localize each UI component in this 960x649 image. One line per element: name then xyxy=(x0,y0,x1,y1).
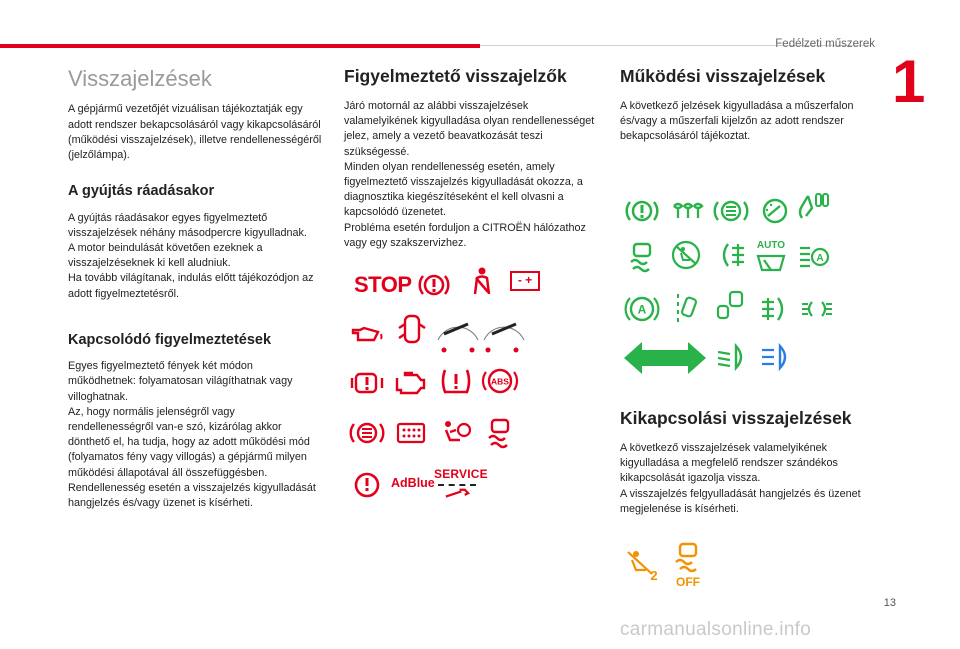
tyre-pressure-icon xyxy=(439,366,473,396)
main-beam-icon xyxy=(758,342,792,372)
coolant-temp-gauge-icon xyxy=(434,310,526,356)
page-title: Visszajelzések xyxy=(68,66,212,91)
service-label: SERVICE xyxy=(434,467,488,481)
chapter-number: 1 xyxy=(892,48,926,115)
intro-text: A gépjármű vezetőjét vizuálisan tájékoztatják egy adott rendszer bekapcsolásáról vagy kikapcsolásáról (működési visszajelzések), illetve rendellenességéről (jelzőlámpa). xyxy=(68,103,322,161)
dipped-beam-icon xyxy=(714,342,748,372)
stop-start-label: A xyxy=(637,302,647,317)
header-red-bar xyxy=(0,44,480,48)
esp-off-label: OFF xyxy=(676,575,700,589)
passenger-airbag-off-icon xyxy=(669,240,703,270)
column-off-lamps xyxy=(620,408,875,517)
left-indicator-icon xyxy=(624,340,666,376)
function-heading: Működési visszajelzések xyxy=(620,66,826,86)
off-heading: Kikapcsolási visszajelzések xyxy=(620,408,852,428)
ignition-text: A gyújtás ráadásakor egyes figyelmeztető visszajelzések néhány másodpercre kigyulladnak. A motor beindulását követően ezeknek a visszajelzéseknek ki kell aludniuk. Ha tovább világítanak, indulás előtt tájékozódjon az adott figyelmeztetésről. xyxy=(68,211,314,300)
column-visszajelzesek xyxy=(68,66,323,511)
cruise-control-icon xyxy=(758,196,792,226)
stop-icon: STOP xyxy=(354,272,412,297)
door-open-icon xyxy=(395,314,429,344)
auto-wipe-icon xyxy=(752,238,790,276)
function-text: A következő jelzések kigyulladása a műszerfalon és/vagy a műszerfali kijelzőn az adott rendszer bekapcsolásáról tájékoztat. xyxy=(620,100,854,143)
wrench-icon xyxy=(442,488,472,500)
airbag-icon xyxy=(438,418,472,448)
hill-descent-icon xyxy=(625,242,659,272)
ignition-heading: A gyújtás ráadásakor xyxy=(68,183,215,200)
particle-filter-icon xyxy=(394,418,428,448)
front-fog-icon xyxy=(758,294,792,324)
lane-departure-icon xyxy=(672,292,706,322)
warning-text: Járó motornál az alábbi visszajelzések valamelyikének kigyulladása olyan rendellenességet jelez, amely a vezető beavatkozását teszi szükségessé. Minden olyan rendellenesség esetén, amely figyelmeztető visszajelzés kigyulladását okozza, a diagnosztika kiegészítéseként el kell olvasni a kapcsolódó üzenetet. Probléma esetén forduljon a CITROËN hálózathoz vagy egy szakszervizhez. xyxy=(344,100,595,249)
service-dashes xyxy=(438,484,476,486)
abs-icon xyxy=(483,366,517,396)
battery-label: - + xyxy=(517,273,533,287)
page-number: 13 xyxy=(883,597,896,609)
warning-heading: Figyelmeztető visszajelzők xyxy=(344,66,567,86)
engine-service-icon xyxy=(350,368,384,398)
foot-on-pedal-icon xyxy=(796,192,830,222)
auto-headlamp-icon xyxy=(796,242,830,272)
adblue-icon: AdBlue xyxy=(391,476,435,490)
engine-fault-icon xyxy=(393,368,427,398)
rear-fog-icon xyxy=(714,240,748,270)
related-heading: Kapcsolódó figyelmeztetések xyxy=(68,331,272,348)
airbag-off-2-icon xyxy=(624,548,660,584)
sidelights-icon xyxy=(800,294,834,324)
off-text: A következő visszajelzések valamelyikének kigyulladása a megfelelő rendszer szándékos kikapcsolását igazolja vissza. A visszajelzés felgyulladását hangjelzés és üzenet megjelenése is kísérheti. xyxy=(620,442,861,515)
service-icon xyxy=(434,467,488,505)
glow-plug-icon xyxy=(670,196,704,226)
blind-spot-icon xyxy=(714,290,748,320)
brake-pedal-icon xyxy=(714,196,748,226)
section-title: Fedélzeti műszerek xyxy=(775,38,875,50)
related-text: Egyes figyelmeztető fények két módon működhetnek: folyamatosan világíthatnak vagy villoghatnak. Az, hogy normális jelenségről vagy rendellenességről van-e szó, kizárólag akkor dönthető el, ha tudja, hogy az adott működési mód (folyamatos fény vagy villogás) a gépjármű milyen működési állapotával áll összefüggésben. Rendellenesség esetén a visszajelzés kigyulladását hangjelzés és/vagy üzenet is kísérheti. xyxy=(68,360,316,510)
esp-off-icon xyxy=(672,542,704,588)
column-warning-lamps xyxy=(344,66,599,251)
column-function-lamps xyxy=(620,66,875,145)
right-indicator-icon xyxy=(664,340,706,376)
airbag-off-label: 2 xyxy=(650,568,658,583)
auto-headlamp-label: A xyxy=(816,253,824,264)
abs-label: ABS xyxy=(491,376,509,387)
battery-icon xyxy=(510,271,540,291)
seatbelt-icon xyxy=(465,266,499,296)
parking-brake-icon xyxy=(625,196,659,226)
stability-control-icon xyxy=(483,418,517,448)
brake-pad-wear-icon xyxy=(350,418,384,448)
steering-fault-icon xyxy=(350,470,384,500)
brake-warning-icon xyxy=(417,270,451,300)
stop-start-icon xyxy=(625,294,659,324)
watermark: carmanualsonline.info xyxy=(620,619,812,640)
auto-label: AUTO xyxy=(756,240,786,251)
oil-pressure-icon xyxy=(350,318,384,348)
